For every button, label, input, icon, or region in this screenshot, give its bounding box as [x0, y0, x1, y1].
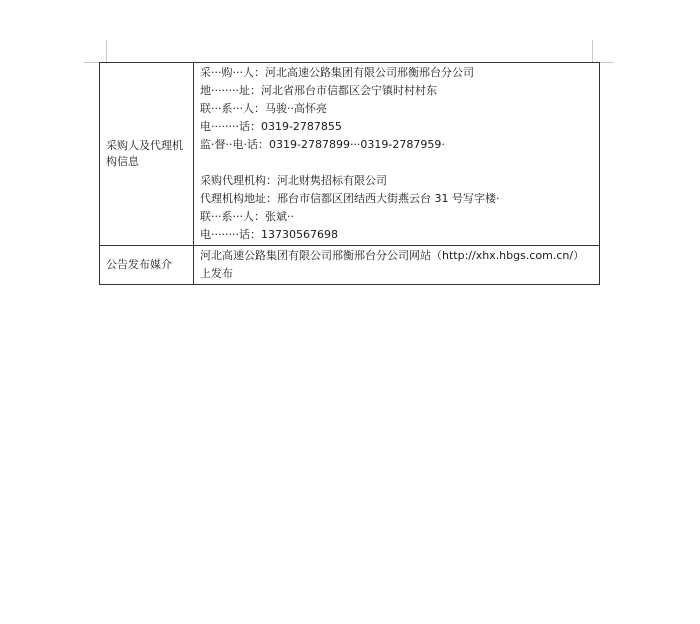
margin-mark-top-right-h — [599, 62, 614, 63]
row-label: 公告发布媒介 — [106, 258, 172, 271]
agency-contact-line: 联···系···人：张斌·· — [200, 210, 294, 223]
content-cell-media — [194, 246, 600, 285]
media-line: 河北高速公路集团有限公司邢衡邢台分公司网站（http://xhx.hbgs.com.cn/）上发布 — [200, 249, 585, 280]
content-cell-purchaser — [194, 63, 600, 246]
agency-name-line: 采购代理机构：河北财隽招标有限公司 — [200, 174, 387, 187]
margin-mark-top-right — [592, 40, 593, 62]
row-label: 采购人及代理机构信息 — [106, 139, 183, 168]
purchaser-address-line: 地········址：河北省邢台市信都区会宁镇时村村东 — [200, 84, 437, 97]
label-cell-purchaser — [100, 63, 194, 246]
table-row — [100, 246, 600, 285]
table-row — [100, 63, 600, 246]
agency-address-line: 代理机构地址：邢台市信都区团结西大街燕云台 31 号写字楼· — [200, 192, 500, 205]
margin-mark-top-left — [106, 40, 107, 62]
purchaser-contact-line: 联···系···人：马骏··高怀亮 — [200, 102, 327, 115]
purchaser-name-line: 采···购···人：河北高速公路集团有限公司邢衡邢台分公司 — [200, 66, 474, 79]
margin-mark-top-left-h — [84, 62, 99, 63]
blank-line — [200, 154, 595, 172]
label-cell-media — [100, 246, 194, 285]
info-table — [99, 62, 600, 285]
agency-phone-line: 电········话：13730567698 — [200, 228, 338, 241]
supervision-phone-line: 监·督··电·话：0319-2787899···0319-2787959· — [200, 138, 445, 151]
purchaser-phone-line: 电········话：0319-2787855 — [200, 120, 342, 133]
